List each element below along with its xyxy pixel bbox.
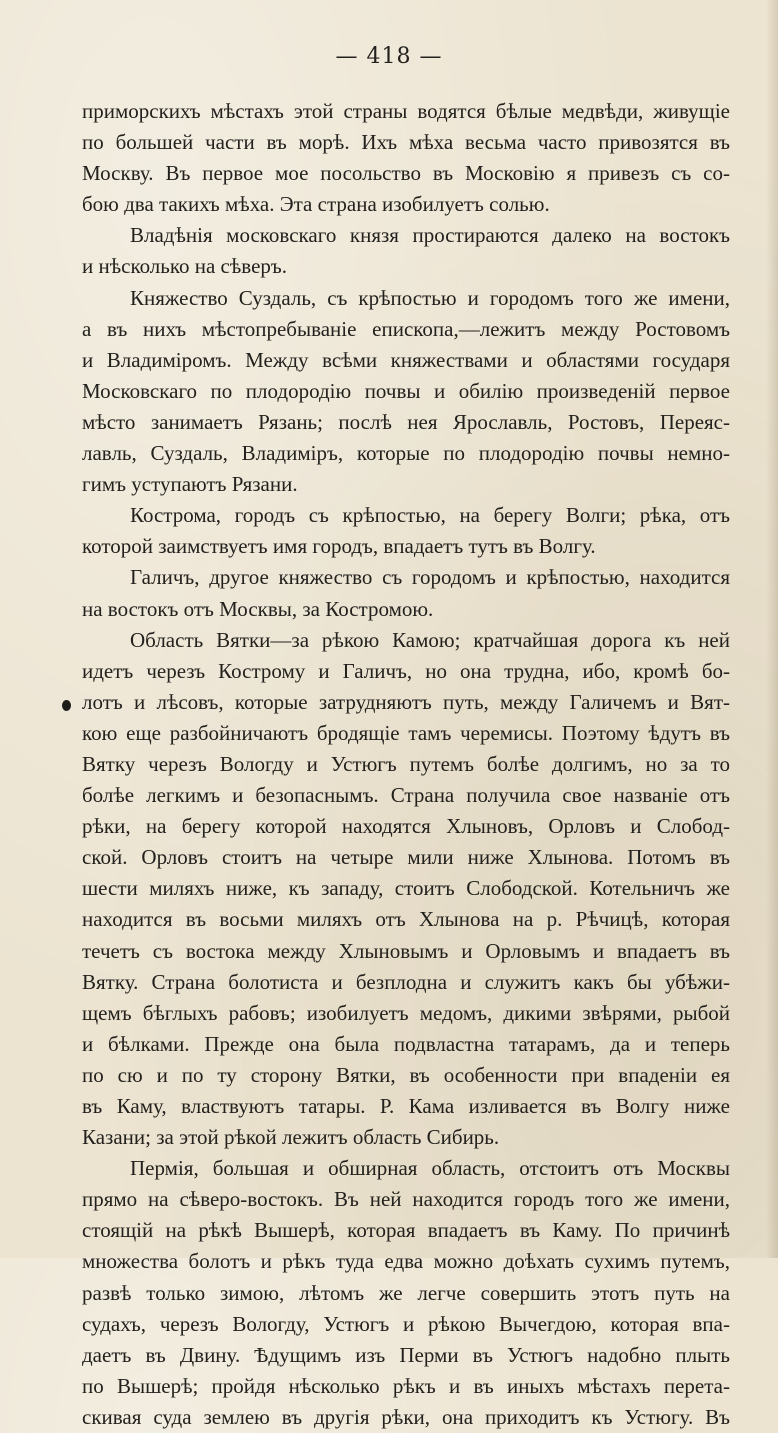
text-line: лавль, Суздаль, Владиміръ, которые по плодородію почвы немно- — [82, 441, 730, 466]
text-line: а въ нихъ мѣстопребываніе епископа,—лежитъ между Ростовомъ — [82, 316, 730, 341]
text-line: приморскихъ мѣстахъ этой страны водятся бѣлые медвѣди, живущіе — [82, 99, 730, 123]
text-line: Княжество Суздаль, съ крѣпостью и городомъ того же имени, — [130, 285, 730, 310]
text-line: множества болотъ и рѣкъ туда едва можно доѣхать сухимъ путемъ, — [82, 1249, 730, 1274]
text-line: Вятку. Страна болотиста и безплодна и служитъ какъ бы убѣжи- — [82, 969, 730, 994]
text-line: Москву. Въ первое мое посольство въ Московію я привезъ съ со- — [82, 161, 730, 186]
text-line: Казани; за этой рѣкой лежитъ область Сибирь. — [82, 1125, 500, 1150]
text-line: на востокъ отъ Москвы, за Костромою. — [82, 596, 434, 621]
text-line: Владѣнія московскаго князя простираются далеко на востокъ — [130, 223, 730, 248]
text-line: гимъ уступаютъ Рязани. — [82, 472, 298, 497]
text-line: по Вышерѣ; пройдя нѣсколько рѣкъ и въ иныхъ мѣстахъ перета- — [82, 1373, 730, 1398]
text-line: бою два такихъ мѣха. Эта страна изобилуетъ солью. — [82, 192, 550, 217]
body-text — [82, 96, 730, 1433]
text-line: судахъ, черезъ Вологду, Устюгъ и рѣкою Вычегдою, которая впа- — [82, 1311, 730, 1336]
text-line: лотъ и лѣсовъ, которые затрудняютъ путь, между Галичемъ и Вят- — [82, 689, 730, 714]
text-line: кою еще разбойничаютъ бродящіе тамъ черемисы. Поэтому ѣдутъ въ — [82, 720, 730, 745]
text-line: щемъ бѣглыхъ рабовъ; изобилуетъ медомъ, дикими звѣрями, рыбой — [82, 1000, 730, 1025]
text-line: болѣе легкимъ и безопаснымъ. Страна получила свое названіе отъ — [82, 783, 730, 808]
scan-edge-shadow — [766, 0, 778, 1258]
text-line: по сю и по ту сторону Вятки, въ особенности при впаденіи ея — [82, 1062, 730, 1087]
text-line: Пермія, большая и обширная область, отстоитъ отъ Москвы — [130, 1156, 730, 1181]
text-line: Московскаго по плодородію почвы и обилію произведеній первое — [82, 378, 730, 403]
text-line: прямо на сѣверо-востокъ. Въ ней находится городъ того же имени, — [82, 1187, 730, 1212]
text-line: стоящій на рѣкѣ Вышерѣ, которая впадаетъ въ Каму. По причинѣ — [82, 1218, 730, 1243]
text-line: рѣки, на берегу которой находятся Хлыновъ, Орловъ и Слобод- — [82, 814, 730, 839]
text-line: и нѣсколько на сѣверъ. — [82, 254, 288, 279]
text-line: идетъ черезъ Кострому и Галичъ, но она трудна, ибо, кромѣ бо- — [82, 658, 730, 683]
text-line: и бѣлками. Прежде она была подвластна татарамъ, да и теперь — [82, 1031, 730, 1056]
text-line: шести миляхъ ниже, къ западу, стоитъ Слободской. Котельничъ же — [82, 876, 730, 901]
text-line: находится въ восьми миляхъ отъ Хлынова на р. Рѣчицѣ, которая — [82, 907, 730, 932]
text-line: Вятку черезъ Вологду и Устюгъ путемъ болѣе долгимъ, но за то — [82, 751, 730, 776]
text-line: даетъ въ Двину. Ѣдущимъ изъ Перми въ Устюгъ надобно плыть — [82, 1342, 730, 1367]
ink-blot — [62, 700, 71, 711]
text-line: Кострома, городъ съ крѣпостью, на берегу Волги; рѣка, отъ — [130, 503, 730, 528]
text-line: мѣсто занимаетъ Рязань; послѣ нея Ярославль, Ростовъ, Переяс- — [82, 409, 730, 434]
text-line: и Владиміромъ. Между всѣми княжествами и областями государя — [82, 347, 730, 372]
text-line: Область Вятки—за рѣкою Камою; кратчайшая дорога къ ней — [130, 627, 730, 652]
text-line: скивая суда землею въ другія рѣки, она приходитъ къ Устюгу. Въ — [82, 1404, 730, 1429]
text-line: въ Каму, властвуютъ татары. Р. Кама изливается въ Волгу ниже — [82, 1094, 730, 1118]
text-line: Галичъ, другое княжество съ городомъ и крѣпостью, находится — [130, 565, 730, 590]
text-line: ской. Орловъ стоитъ на четыре мили ниже Хлынова. Потомъ въ — [82, 845, 730, 870]
text-line: по большей части въ морѣ. Ихъ мѣха весьма часто привозятся въ — [82, 130, 730, 155]
text-line: развѣ только зимою, лѣтомъ же легче совершить этотъ путь на — [82, 1280, 730, 1305]
text-line: которой заимствуетъ имя городъ, впадаетъ тутъ въ Волгу. — [82, 534, 596, 559]
page-number: — 418 — — [335, 44, 443, 69]
text-line: течетъ съ востока между Хлыновымъ и Орловымъ и впадаетъ въ — [82, 938, 730, 963]
